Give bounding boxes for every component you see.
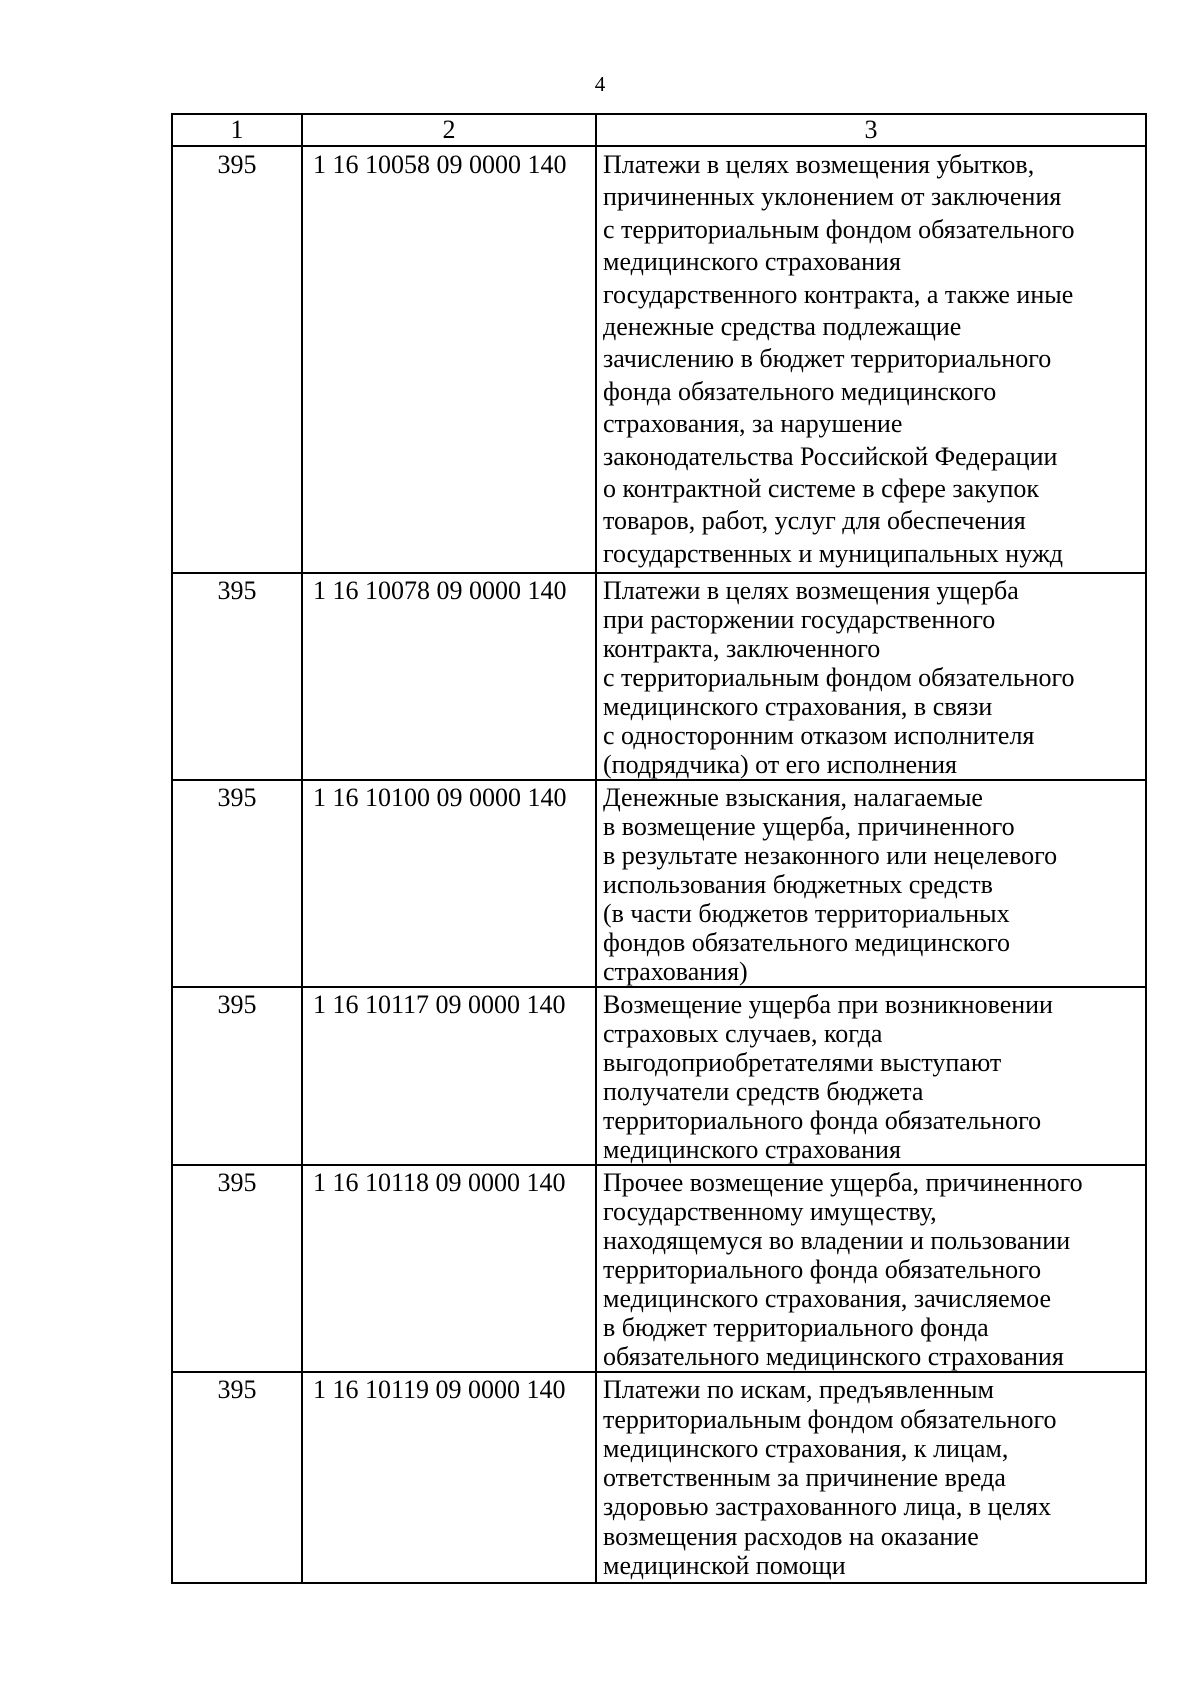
- description-line: Платежи в целях возмещения ущерба: [603, 576, 1019, 606]
- description-line: в бюджет территориального фонда: [603, 1313, 989, 1343]
- description-line: Денежные взыскания, налагаемые: [603, 783, 983, 813]
- description-line: зачислению в бюджет территориального: [603, 344, 1052, 374]
- description-line: государственного контракта, а также иные: [603, 279, 1074, 309]
- description-line: (в части бюджетов территориальных: [603, 899, 1010, 929]
- revenue-code-cell: 1 16 10119 09 0000 140: [302, 1372, 596, 1583]
- description-line: медицинского страхования, к лицам,: [603, 1433, 1009, 1463]
- description-line: государственных и муниципальных нужд: [603, 538, 1064, 568]
- header-row: [172, 114, 1146, 146]
- revenue-codes-table: [171, 113, 1147, 1584]
- description-line: фондов обязательного медицинского: [603, 928, 1011, 958]
- description-line: с территориальным фондом обязательного: [603, 214, 1075, 244]
- description-line: законодательства Российской Федерации: [603, 441, 1058, 471]
- admin-code-cell: 395: [172, 573, 302, 780]
- description-line: при расторжении государственного: [603, 605, 996, 635]
- description-line: территориальным фондом обязательного: [603, 1404, 1057, 1434]
- description-line: здоровью застрахованного лица, в целях: [603, 1492, 1051, 1522]
- description-line: страхования, за нарушение: [603, 409, 903, 439]
- table-row: [172, 1372, 1146, 1583]
- admin-code-cell: 395: [172, 780, 302, 987]
- table-row: [172, 146, 1146, 573]
- description-line: находящемуся во владении и пользовании: [603, 1226, 1071, 1256]
- description-line: ответственным за причинение вреда: [603, 1463, 1006, 1493]
- description-line: контракта, заключенного: [603, 634, 881, 664]
- description-line: Прочее возмещение ущерба, причиненного: [603, 1168, 1083, 1198]
- column-header-2: 2: [302, 114, 596, 146]
- revenue-code-cell: 1 16 10078 09 0000 140: [302, 573, 596, 780]
- description-line: медицинского страхования: [603, 247, 901, 277]
- description-cell: [596, 573, 1146, 780]
- admin-code-cell: 395: [172, 1165, 302, 1372]
- description-line: Возмещение ущерба при возникновении: [603, 990, 1053, 1020]
- description-line: (подрядчика) от его исполнения: [603, 750, 957, 780]
- description-line: товаров, работ, услуг для обеспечения: [603, 506, 1026, 536]
- column-header-1: 1: [172, 114, 302, 146]
- description-line: Платежи по искам, предъявленным: [603, 1375, 994, 1405]
- description-line: выгодоприобретателями выступают: [603, 1048, 1002, 1078]
- description-cell: [596, 987, 1146, 1165]
- description-line: использования бюджетных средств: [603, 870, 993, 900]
- description-line: в результате незаконного или нецелевого: [603, 841, 1058, 871]
- description-line: медицинского страхования, зачисляемое: [603, 1284, 1052, 1314]
- description-line: Платежи в целях возмещения убытков,: [603, 150, 1035, 179]
- description-line: с территориальным фондом обязательного: [603, 663, 1075, 693]
- description-line: страхования): [603, 957, 748, 987]
- description-line: государственному имуществу,: [603, 1197, 937, 1227]
- table-row: [172, 780, 1146, 987]
- revenue-code-cell: 1 16 10100 09 0000 140: [302, 780, 596, 987]
- description-line: территориального фонда обязательного: [603, 1255, 1042, 1285]
- description-line: медицинской помощи: [603, 1551, 846, 1581]
- description-line: территориального фонда обязательного: [603, 1106, 1042, 1136]
- page-number: 4: [594, 72, 606, 96]
- admin-code-cell: 395: [172, 987, 302, 1165]
- admin-code-cell: 395: [172, 146, 302, 573]
- table-header: [172, 114, 1146, 146]
- revenue-code-cell: 1 16 10117 09 0000 140: [302, 987, 596, 1165]
- description-line: причиненных уклонением от заключения: [603, 182, 1062, 212]
- table-row: [172, 573, 1146, 780]
- table-row: [172, 987, 1146, 1165]
- revenue-code-cell: 1 16 10058 09 0000 140: [302, 146, 596, 573]
- description-line: медицинского страхования: [603, 1135, 901, 1165]
- description-line: фонда обязательного медицинского: [603, 376, 997, 406]
- description-cell: [596, 780, 1146, 987]
- description-line: о контрактной системе в сфере закупок: [603, 474, 1039, 504]
- admin-code-cell: 395: [172, 1372, 302, 1583]
- column-header-3: 3: [596, 114, 1146, 146]
- description-line: в возмещение ущерба, причиненного: [603, 812, 1015, 842]
- description-line: медицинского страхования, в связи: [603, 692, 993, 722]
- description-cell: [596, 1372, 1146, 1583]
- description-line: получатели средств бюджета: [603, 1077, 924, 1107]
- description-line: страховых случаев, когда: [603, 1019, 883, 1049]
- description-line: денежные средства подлежащие: [603, 312, 962, 342]
- description-line: обязательного медицинского страхования: [603, 1342, 1064, 1372]
- table-body: [172, 146, 1146, 1583]
- description-line: с односторонним отказом исполнителя: [603, 721, 1035, 751]
- description-cell: [596, 146, 1146, 573]
- description-line: возмещения расходов на оказание: [603, 1521, 979, 1551]
- revenue-code-cell: 1 16 10118 09 0000 140: [302, 1165, 596, 1372]
- table-row: [172, 1165, 1146, 1372]
- description-cell: [596, 1165, 1146, 1372]
